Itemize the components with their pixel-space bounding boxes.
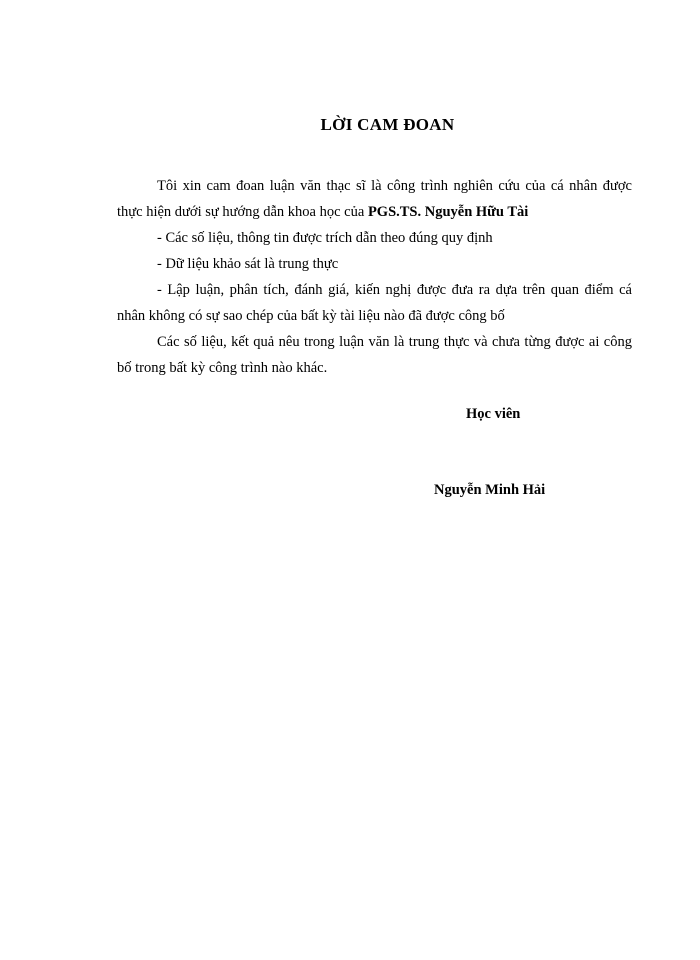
- bullet-item-2: - Dữ liệu khảo sát là trung thực: [157, 256, 339, 272]
- signature-name: Nguyễn Minh Hải: [434, 482, 546, 498]
- conclusion-paragraph: Các số liệu, kết quả nêu trong luận văn là trung thực và chưa từng được ai công bố trong bất kỳ công trình nào khác.: [117, 334, 632, 376]
- signature-label: Học viên: [466, 406, 521, 422]
- bullet-item-3: - Lập luận, phân tích, đánh giá, kiến nghị được đưa ra dựa trên quan điểm cá nhân không có sự sao chép của bất kỳ tài liệu nào đã được công bố: [117, 282, 632, 324]
- intro-text: Tôi xin cam đoan luận văn thạc sĩ là công trình nghiên cứu của cá nhân được thực hiện dưới sự hướng dẫn khoa học của: [117, 178, 632, 220]
- supervisor-name: PGS.TS. Nguyễn Hữu Tài: [367, 204, 529, 220]
- bullet-item-1: - Các số liệu, thông tin được trích dẫn theo đúng quy định: [157, 230, 493, 246]
- page-title: LỜI CAM ĐOAN: [320, 115, 455, 134]
- title-container: [100, 115, 675, 135]
- intro-paragraph: [117, 173, 632, 225]
- declaration-body: [117, 173, 632, 381]
